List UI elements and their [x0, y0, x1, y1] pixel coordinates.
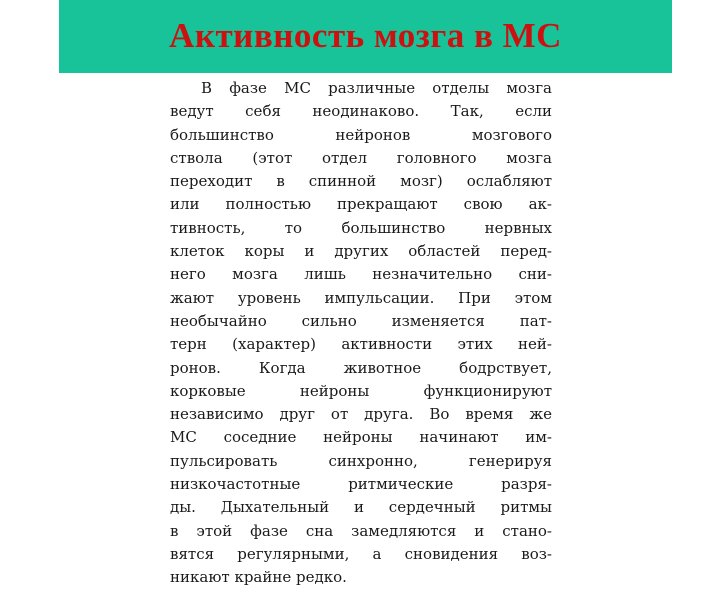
text-line: необычайно сильно изменяется пат-: [170, 311, 552, 330]
text-line: в этой фазе сна замедляются и стано-: [170, 521, 552, 540]
title-banner: [59, 0, 672, 73]
text-line: или полностью прекращают свою ак-: [170, 195, 552, 214]
text-line: никают крайне редко.: [170, 568, 347, 587]
text-line: ствола (этот отдел головного мозга: [170, 148, 552, 167]
text-line: МС соседние нейроны начинают им-: [170, 428, 552, 447]
text-line: вятся регулярными, а сновидения воз-: [170, 544, 552, 563]
text-line: переходит в спинной мозг) ослабляют: [170, 172, 552, 191]
slide-title: Активность мозга в МС: [169, 15, 562, 55]
text-line: большинство нейронов мозгового: [170, 125, 552, 144]
text-line: корковые нейроны функционируют: [170, 381, 552, 400]
text-line: тивность, то большинство нервных: [170, 218, 552, 237]
text-line: ронов. Когда животное бодрствует,: [170, 358, 552, 377]
text-line: пульсировать синхронно, генерируя: [170, 451, 552, 470]
text-line: жают уровень импульсации. При этом: [170, 288, 552, 307]
text-line: низкочастотные ритмические разря-: [170, 475, 552, 494]
text-line: ведут себя неодинаково. Так, если: [170, 102, 552, 121]
text-line: независимо друг от друга. Во время же: [170, 405, 552, 424]
text-line: терн (характер) активности этих ней-: [170, 335, 552, 354]
text-line: клеток коры и других областей перед-: [170, 242, 552, 261]
text-line: него мозга лишь незначительно сни-: [170, 265, 552, 284]
text-line: В фазе МС различные отделы мозга: [201, 79, 552, 97]
text-line: ды. Дыхательный и сердечный ритмы: [170, 498, 552, 517]
body-text: [170, 77, 552, 590]
